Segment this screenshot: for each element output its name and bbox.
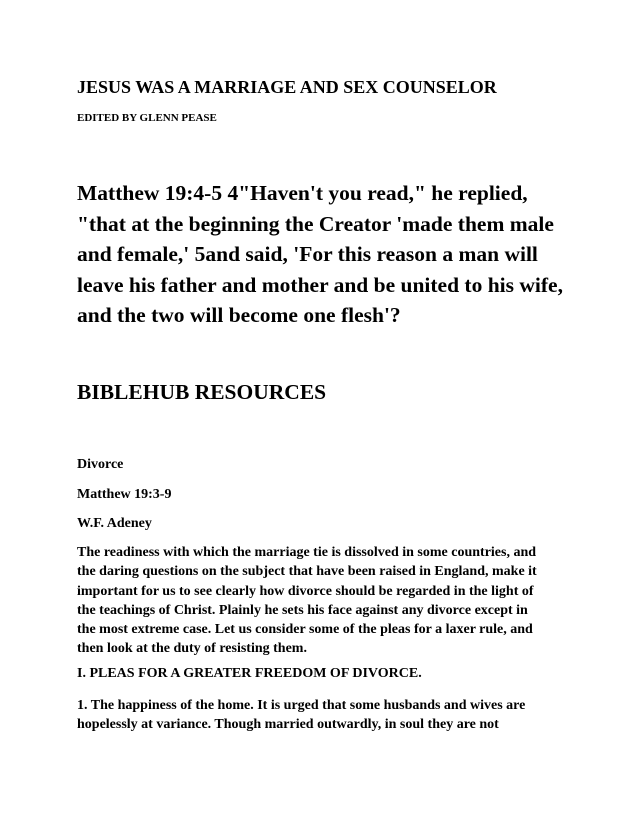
scripture-line: and female,' 5and said, 'For this reason a man will [77, 242, 538, 266]
paragraph-line: important for us to see clearly how divorce should be regarded in the light of [77, 583, 534, 599]
author-label: W.F. Adeney [77, 516, 152, 531]
scripture-line: and the two will become one flesh'? [77, 303, 401, 327]
paragraph-line: then look at the duty of resisting them. [77, 641, 307, 657]
paragraph-line: the teachings of Christ. Plainly he sets his face against any divorce except in [77, 602, 528, 618]
point-heading: I. PLEAS FOR A GREATER FREEDOM OF DIVORCE. [77, 666, 422, 681]
paragraph-line: the most extreme case. Let us consider some of the pleas for a laxer rule, and [77, 622, 533, 638]
section-heading: BIBLEHUB RESOURCES [77, 380, 327, 404]
scripture-passage [77, 178, 577, 331]
paragraph-line: The readiness with which the marriage tie is dissolved in some countries, and [77, 545, 537, 560]
scripture-line: leave his father and mother and be united to his wife, [77, 272, 563, 297]
point-one-paragraph [77, 696, 577, 735]
intro-paragraph [77, 543, 577, 659]
scripture-line: "that at the beginning the Creator 'made them male [77, 211, 554, 236]
paragraph-line: hopelessly at variance. Though married outwardly, in soul they are not [77, 717, 499, 733]
topic-label: Divorce [77, 457, 124, 472]
reference-label: Matthew 19:3-9 [77, 487, 172, 502]
document-title: JESUS WAS A MARRIAGE AND SEX COUNSELOR [77, 77, 497, 97]
paragraph-line: the daring questions on the subject that have been raised in England, make it [77, 564, 537, 580]
paragraph-line: 1. The happiness of the home. It is urged that some husbands and wives are [77, 698, 526, 713]
scripture-line: Matthew 19:4-5 4"Haven't you read," he replied, [77, 181, 528, 205]
editor-credit: EDITED BY GLENN PEASE [77, 112, 217, 124]
